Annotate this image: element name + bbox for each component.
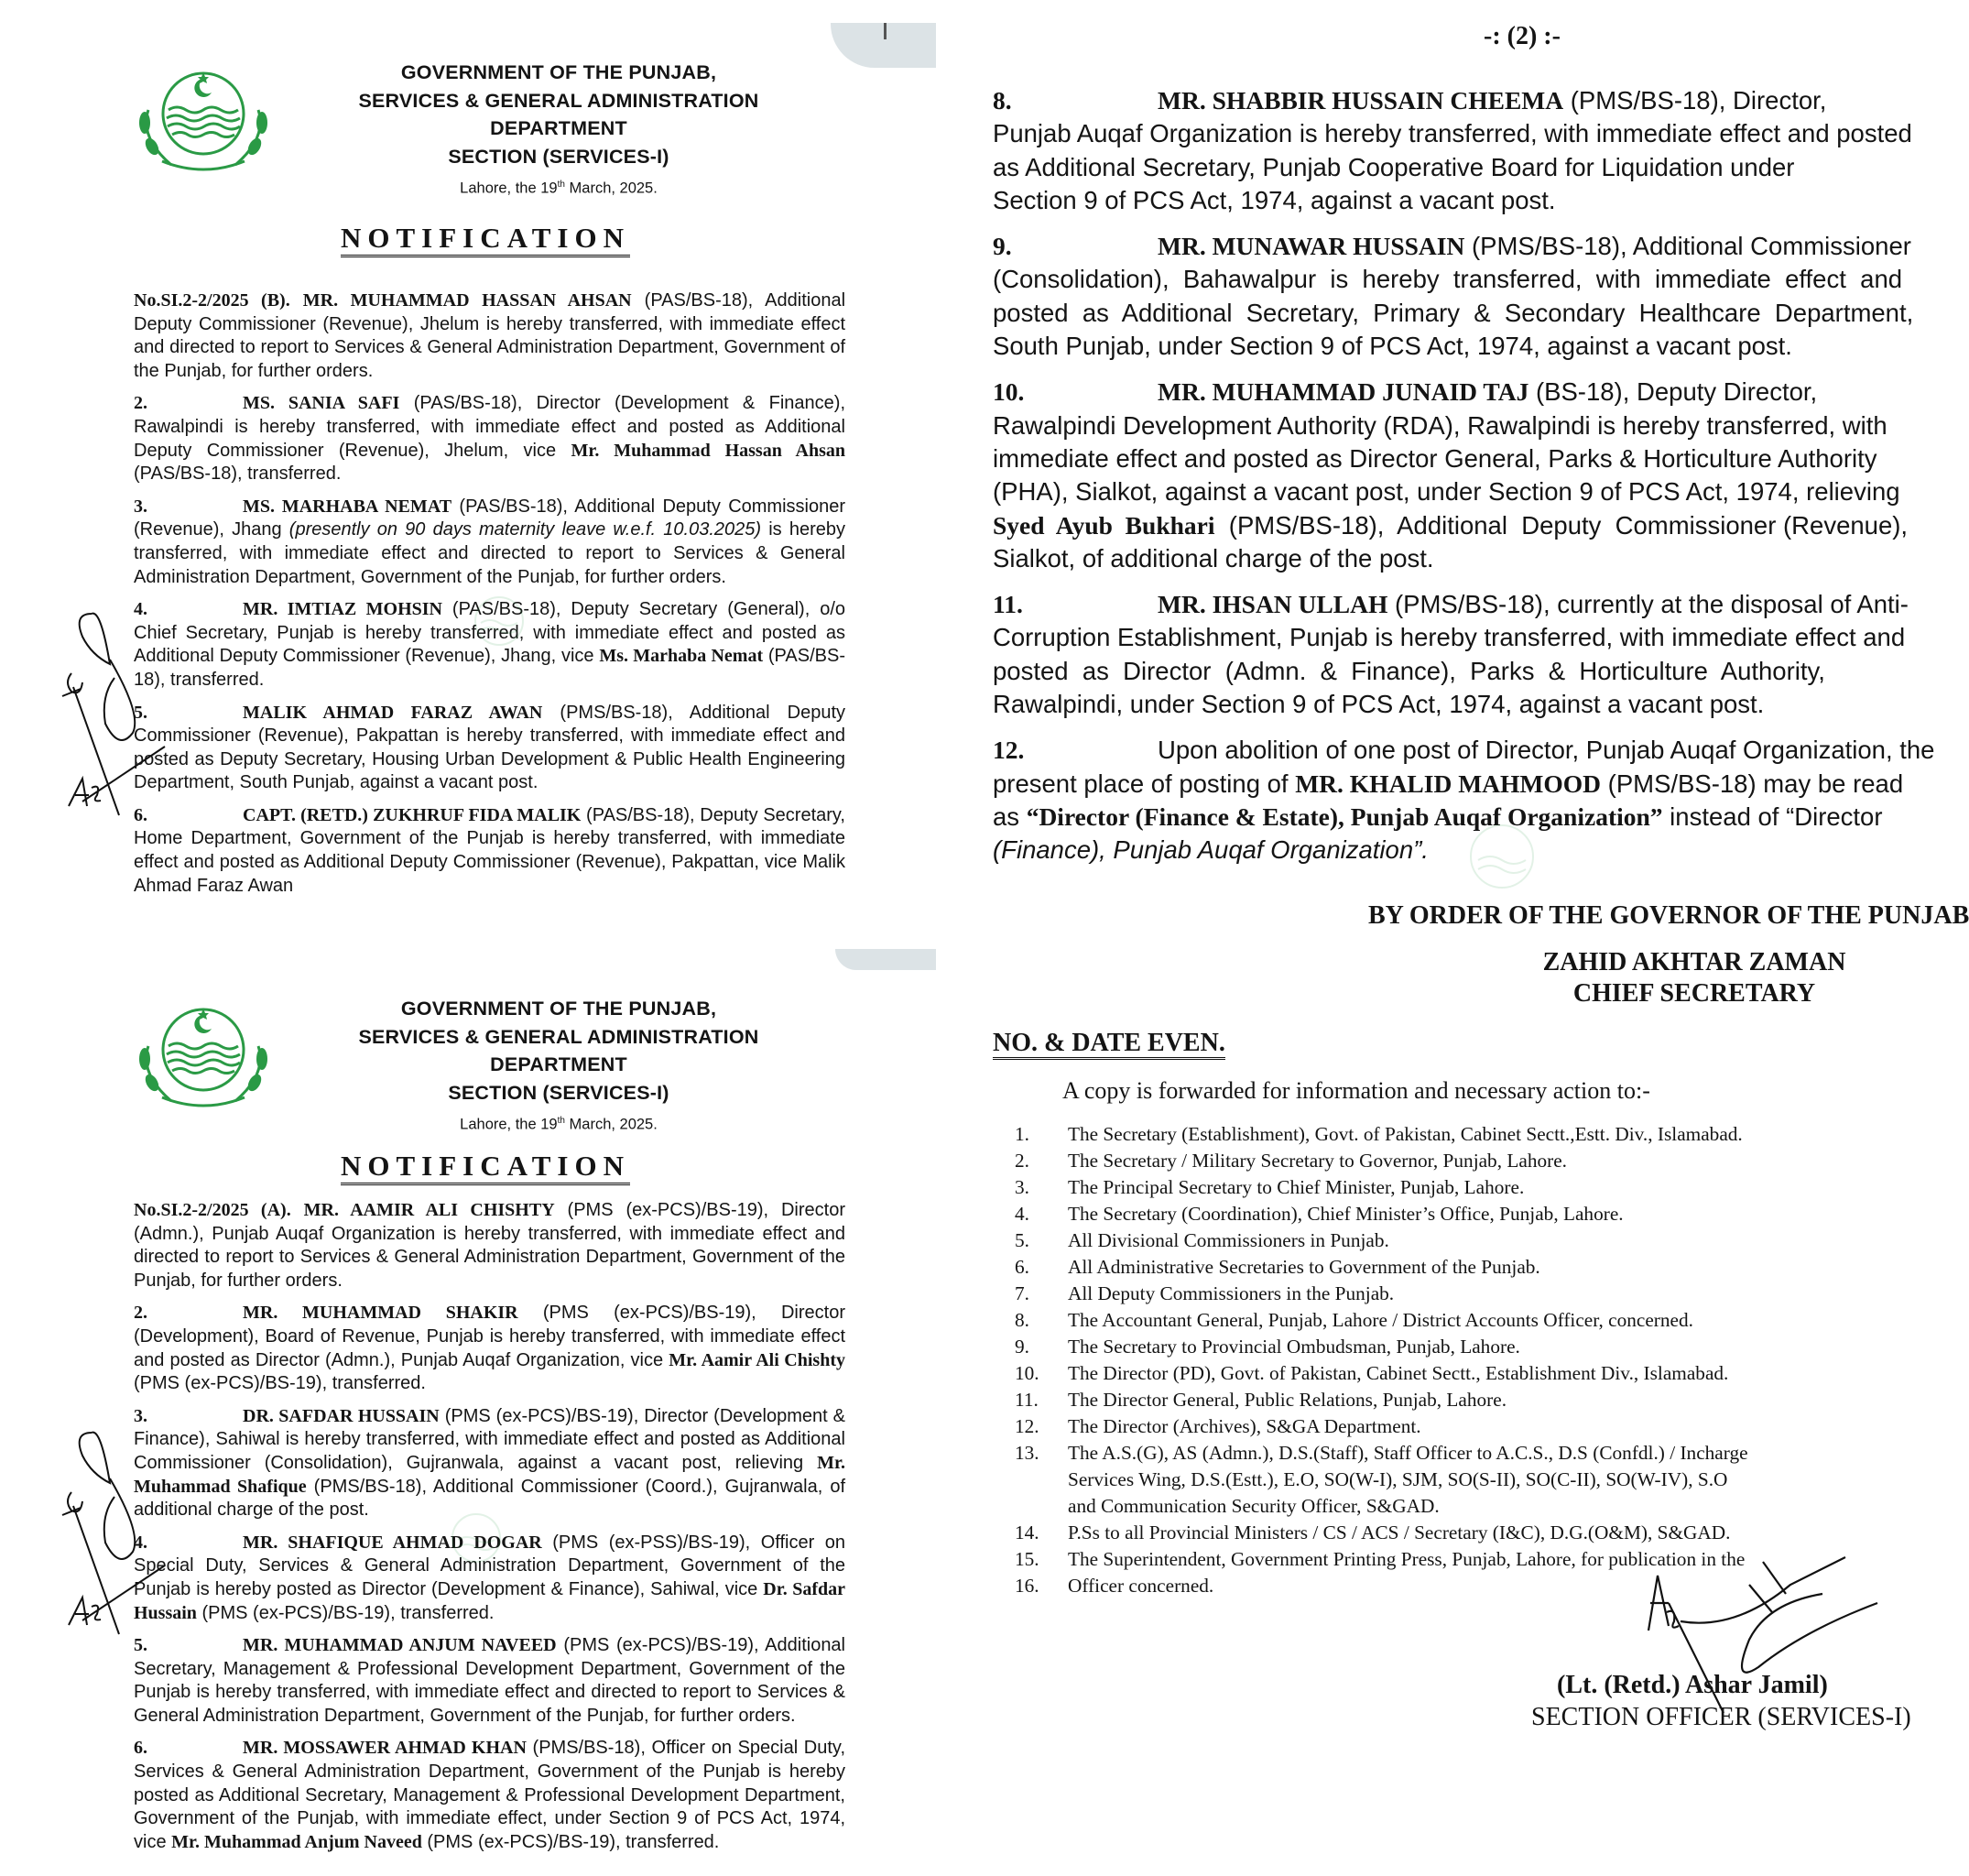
paragraph: 6. CAPT. (RETD.) ZUKHRUF FIDA MALIK (PAS/BS-18), Deputy Secretary, Home Department, Government of the Punjab is hereby transferred, with immediate effect and posted as Additional Deputy Commissioner (Revenue), Pakpattan, vice Malik Ahmad Faraz Awan [134, 804, 845, 896]
header-department: SERVICES & GENERAL ADMINISTRATION [358, 1025, 759, 1048]
body-text: (PMS/BS-18), Additional Deputy Commissioner (Revenue), [1214, 510, 1909, 540]
paragraph: No.SI.2-2/2025 (A). MR. AAMIR ALI CHISHTY (PMS (ex-PCS)/BS-19), Director (Admn.), Punjab Auqaf Organization is hereby transferred, with immediate effect and directed to report to Services & General Administration Department, Government of the Punjab, for further orders. [134, 1200, 845, 1291]
paragraph: 5. MR. MUHAMMAD ANJUM NAVEED (PMS (ex-PCS)/BS-19), Additional Secretary, Management & Professional Development Department, Government of the Punjab is hereby transferred, with immediate effect and directed to report to Services & General Administration Department, Government of the Punjab, for further orders. [134, 1635, 846, 1726]
copy-to-recipient: The Director (PD), Govt. of Pakistan, Cabinet Sectt., Establishment Div., Islamabad. [1068, 1362, 1729, 1384]
copy-to-number: 13. [1015, 1442, 1039, 1464]
copy-to-recipient: Officer concerned. [1068, 1575, 1214, 1597]
paragraph: 5. MALIK AHMAD FARAZ AWAN (PMS/BS-18), Additional Deputy Commissioner (Revenue), Pakpattan is hereby transferred, with immediate effect and posted as Deputy Secretary, Housing Urban Development & Public Health Engineering Department, South Punjab, against a vacant post. [134, 702, 845, 793]
notification-a-page [0, 938, 938, 1876]
copy-to-number: 7. [1015, 1282, 1029, 1304]
paragraph-line [993, 801, 1899, 834]
copy-to-item [1015, 1254, 1894, 1281]
paragraph-line [993, 475, 1899, 508]
body-text: (BS-18), Deputy Director, [1528, 377, 1818, 407]
copy-to-recipient: The Director General, Public Relations, Punjab, Lahore. [1068, 1389, 1507, 1411]
copy-to-item [1015, 1520, 1894, 1546]
person-name: MR. SHABBIR HUSSAIN CHEEMA [1158, 86, 1564, 115]
paragraph-line [993, 734, 1935, 767]
copy-to-item [1015, 1201, 1894, 1227]
copy-to-item [1015, 1227, 1894, 1254]
seal-watermark [449, 1511, 504, 1565]
person-name: Syed Ayub Bukhari [993, 510, 1215, 540]
copy-to-recipient: The A.S.(G), AS (Admn.), D.S.(Staff), Staff Officer to A.C.S., D.S (Confdl.) / Incharge Services Wing, D.S.(Estt.), E.O, SO(W-I), SJM, SO(S-II), SO(C-II), SO(W-IV), S.O and Communication Security Officer, S&GAD. [1068, 1442, 1748, 1517]
body-text: Upon abolition of one post of Director, Punjab Auqaf Organization, the [1158, 736, 1935, 765]
paragraph-9 [993, 230, 1914, 363]
paragraph: 3. MS. MARHABA NEMAT (PAS/BS-18), Additional Deputy Commissioner (Revenue), Jhang (presently on 90 days maternity leave w.e.f. 10.03.2025) is hereby transferred, with immediate effect and directed to report to Services & General Administration Department, Government of the Punjab, for further orders. [134, 496, 846, 587]
person-name: MR. IHSAN ULLAH [1158, 590, 1388, 619]
paragraph-line [993, 151, 1899, 184]
paragraph-line [993, 768, 1904, 801]
page-number: -: (2) :- [1484, 22, 1561, 50]
paragraph-8 [993, 84, 1912, 217]
chief-secretary-name: ZAHID AKHTAR ZAMAN [1542, 948, 1846, 976]
copy-to-item [1015, 1546, 1894, 1573]
chief-secretary-block [1520, 947, 1868, 1009]
copy-to-number: 15. [1015, 1548, 1039, 1570]
paragraph-line [993, 263, 1903, 296]
by-order-line: BY ORDER OF THE GOVERNOR OF THE PUNJAB [1368, 901, 1969, 930]
copy-to-number: 11. [1015, 1389, 1039, 1411]
copy-to-number: 4. [1015, 1203, 1029, 1225]
copy-to-number: 14. [1015, 1522, 1039, 1543]
paragraph-number: 10. [993, 377, 1025, 407]
copy-to-item [1015, 1573, 1894, 1599]
body-text: Rawalpindi Development Authority (RDA), Rawalpindi is hereby transferred, with [993, 410, 1887, 440]
body-text: South Punjab, under Section 9 of PCS Act, 1974, against a vacant post. [993, 332, 1792, 361]
notification-b-page [0, 0, 938, 938]
paragraph-line [993, 588, 1909, 621]
paragraph-line [993, 621, 1906, 654]
paragraph-line [993, 688, 1899, 721]
copy-to-item [1015, 1121, 1894, 1148]
paragraph-line [993, 655, 1899, 688]
body-text: Section 9 of PCS Act, 1974, against a vacant post. [993, 185, 1556, 214]
paragraph-line [993, 409, 1899, 442]
body-text: present place of posting of [993, 769, 1296, 798]
copy-to-recipient: The Secretary / Military Secretary to Governor, Punjab, Lahore. [1068, 1150, 1567, 1172]
body-text: instead of “Director [1662, 802, 1883, 831]
copy-to-item [1015, 1413, 1894, 1440]
copy-to-recipient: P.Ss to all Provincial Ministers / CS / ACS / Secretary (I&C), D.G.(O&M), S&GAD. [1068, 1522, 1731, 1543]
tab-tick [884, 23, 887, 39]
person-name: MR. KHALID MAHMOOD [1295, 769, 1602, 798]
copy-to-number: 2. [1015, 1150, 1029, 1172]
copy-to-number: 10. [1015, 1362, 1039, 1384]
italic-text: (Finance), Punjab Auqaf Organization”. [993, 835, 1429, 865]
copy-to-list [1015, 1121, 1894, 1599]
body-text: Rawalpindi, under Section 9 of PCS Act, 1974, against a vacant post. [993, 690, 1765, 719]
body-text: Corruption Establishment, Punjab is hereby transferred, with immediate effect and [993, 623, 1906, 652]
paragraph: 2. MR. MUHAMMAD SHAKIR (PMS (ex-PCS)/BS-19), Director (Development), Board of Revenue, Punjab is hereby transferred, with immediate effect and posted as Director (Admn.), Punjab Auqaf Organization, vice Mr. Aamir Ali Chishty (PMS (ex-PCS)/BS-19), transferred. [134, 1303, 846, 1394]
section-officer-title: SECTION OFFICER (SERVICES-I) [1531, 1703, 1911, 1731]
copy-to-item [1015, 1174, 1894, 1201]
copy-to-number: 9. [1015, 1336, 1029, 1358]
copy-to-number: 1. [1015, 1123, 1029, 1145]
header-department-2: DEPARTMENT [490, 1053, 627, 1075]
paragraph-line [993, 117, 1912, 150]
paragraph-line [993, 184, 1899, 217]
paragraph-number: 11. [993, 590, 1023, 619]
paragraph-line [993, 297, 1914, 330]
seal-watermark [472, 594, 527, 649]
body-text: immediate effect and posted as Director General, Parks & Horticulture Authority [993, 443, 1877, 473]
copy-to-number: 8. [1015, 1309, 1029, 1331]
paragraph-line [993, 442, 1899, 475]
copy-to-recipient: The Director (Archives), S&GA Department. [1068, 1415, 1421, 1437]
body-text: (PMS/BS-18), Director, [1563, 86, 1827, 115]
copy-to-recipient: All Divisional Commissioners in Punjab. [1068, 1229, 1389, 1251]
header-department: SERVICES & GENERAL ADMINISTRATION [358, 89, 759, 112]
paragraph-12 [993, 734, 1935, 867]
copy-to-recipient: The Superintendent, Government Printing Press, Punjab, Lahore, for publication in the [1068, 1548, 1746, 1570]
paragraph-line [993, 834, 1899, 867]
copy-to-recipient: The Principal Secretary to Chief Minister, Punjab, Lahore. [1068, 1176, 1525, 1198]
paragraph: 4. MR. IMTIAZ MOHSIN (PAS/BS-18), Deputy Secretary (General), o/o Chief Secretary, Punjab is hereby transferred, with immediate effect and posted as Additional Deputy Commissioner (Revenue), Jhang, vice Ms. Marhaba Nemat (PAS/BS-18), transferred. [134, 599, 845, 690]
paragraph-11 [993, 588, 1909, 721]
body-text: Punjab Auqaf Organization is hereby transferred, with immediate effect and posted [993, 119, 1912, 148]
paragraph-line [993, 330, 1899, 363]
person-name: MR. MUHAMMAD JUNAID TAJ [1158, 377, 1529, 407]
copy-to-item [1015, 1387, 1894, 1413]
paragraph-line [993, 509, 1909, 542]
body-text: Sialkot, of additional charge of the post. [993, 543, 1434, 573]
paragraph-number: 9. [993, 232, 1012, 261]
copy-to-number: 5. [1015, 1229, 1029, 1251]
paragraph-10 [993, 376, 1909, 575]
paragraph-line [993, 376, 1899, 409]
copy-to-number: 16. [1015, 1575, 1039, 1597]
punjab-government-seal-icon [130, 1002, 277, 1112]
dateline: Lahore, the 19th March, 2025. [460, 1116, 658, 1133]
copy-to-recipient: All Deputy Commissioners in the Punjab. [1068, 1282, 1395, 1304]
paragraph-number: 12. [993, 736, 1025, 765]
copy-to-item [1015, 1307, 1894, 1334]
copy-to-recipient: All Administrative Secretaries to Government of the Punjab. [1068, 1256, 1540, 1278]
forwarded-line: A copy is forwarded for information and necessary action to:- [1062, 1077, 1650, 1104]
paragraph: No.SI.2-2/2025 (B). MR. MUHAMMAD HASSAN AHSAN (PAS/BS-18), Additional Deputy Commissioner (Revenue), Jhelum is hereby transferred, with immediate effect and directed to report to Services & General Administration Department, Government of the Punjab, for further orders. [134, 290, 846, 381]
header-government: GOVERNMENT OF THE PUNJAB, [400, 61, 717, 83]
header-department-2: DEPARTMENT [490, 117, 627, 139]
copy-to-item [1015, 1360, 1894, 1387]
body-text: (Consolidation), Bahawalpur is hereby transferred, with immediate effect and [993, 265, 1903, 294]
page-two-body [993, 84, 1935, 880]
body-text: as [993, 802, 1027, 831]
copy-to-number: 6. [1015, 1256, 1029, 1278]
body-text: posted as Director (Admn. & Finance), Parks & Horticulture Authority, [993, 656, 1825, 685]
header-government: GOVERNMENT OF THE PUNJAB, [400, 998, 717, 1020]
paragraph-line [993, 230, 1911, 263]
copy-to-item [1015, 1281, 1894, 1307]
body-text: (PMS/BS-18) may be read [1601, 769, 1904, 798]
copy-to-number: 12. [1015, 1415, 1039, 1437]
chief-secretary-title: CHIEF SECRETARY [1572, 979, 1816, 1008]
copy-to-recipient: The Secretary (Coordination), Chief Minister’s Office, Punjab, Lahore. [1068, 1203, 1624, 1225]
paragraph: 2. MS. SANIA SAFI (PAS/BS-18), Director (Development & Finance), Rawalpindi is hereby transferred, with immediate effect and posted as Additional Deputy Commissioner (Revenue), Jhelum, vice Mr. Muhammad Hassan Ahsan (PAS/BS-18), transferred. [134, 393, 845, 485]
section-officer-name: (Lt. (Retd.) Ashar Jamil) [1557, 1671, 1828, 1699]
copy-to-recipient: The Secretary (Establishment), Govt. of Pakistan, Cabinet Sectt.,Estt. Div., Islamabad. [1068, 1123, 1743, 1145]
body-text: (PMS/BS-18), currently at the disposal of Anti- [1387, 590, 1909, 619]
body-text: as Additional Secretary, Punjab Cooperative Board for Liquidation under [993, 152, 1795, 181]
page-tab-indicator [835, 949, 936, 970]
copy-to-number: 3. [1015, 1176, 1029, 1198]
section-officer-block [1531, 1669, 1911, 1733]
paragraph-line [993, 542, 1899, 575]
paragraph: 3. DR. SAFDAR HUSSAIN (PMS (ex-PCS)/BS-19), Director (Development & Finance), Sahiwal is hereby transferred, with immediate effect and posted as Additional Commissioner (Consolidation), Gujranwala, against a vacant post, relieving Mr. Muhammad Shafique (PMS/BS-18), Additional Commissioner (Coord.), Gujranwala, of additional charge of the post. [134, 1405, 845, 1521]
body-text: (PMS/BS-18), Additional Commissioner [1464, 232, 1911, 261]
seal-watermark [1465, 820, 1539, 893]
copy-to-recipient: The Accountant General, Punjab, Lahore / District Accounts Officer, concerned. [1068, 1309, 1693, 1331]
person-name: “Director (Finance & Estate), Punjab Auqaf Organization” [1026, 802, 1663, 831]
paragraph: 6. MR. MOSSAWER AHMAD KHAN (PMS/BS-18), Officer on Special Duty, Services & General Administration Department, Government of the Punjab is hereby posted as Additional Secretary, Management & Professional Development Department, Government of the Punjab, with immediate effect, under Section 9 of PCS Act, 1974, vice Mr. Muhammad Anjum Naveed (PMS (ex-PCS)/BS-19), transferred. [134, 1738, 846, 1852]
body-text: posted as Additional Secretary, Primary & Secondary Healthcare Department, [993, 298, 1914, 327]
notification-heading: NOTIFICATION [341, 1151, 630, 1185]
copy-to-item [1015, 1334, 1894, 1360]
person-name: MR. MUNAWAR HUSSAIN [1158, 232, 1465, 261]
body-text: (PHA), Sialkot, against a vacant post, under Section 9 of PCS Act, 1974, relieving [993, 477, 1900, 507]
punjab-government-seal-icon [130, 66, 277, 176]
page-tab-indicator [831, 23, 936, 68]
copy-to-item [1015, 1440, 1894, 1520]
paragraph: 4. MR. SHAFIQUE AHMAD DOGAR (PMS (ex-PSS)/BS-19), Officer on Special Duty, Services & General Administration Department, Government of the Punjab is hereby posted as Director (Development & Finance), Sahiwal, vice Dr. Safdar Hussain (PMS (ex-PCS)/BS-19), transferred. [134, 1532, 846, 1623]
dateline: Lahore, the 19th March, 2025. [460, 180, 658, 197]
paragraph-number: 8. [993, 86, 1012, 115]
paragraph-line [993, 84, 1899, 117]
no-date-even: NO. & DATE EVEN. [993, 1030, 1225, 1060]
notification-heading: NOTIFICATION [341, 223, 630, 257]
header-section: SECTION (SERVICES-I) [448, 145, 669, 168]
copy-to-item [1015, 1148, 1894, 1174]
header-section: SECTION (SERVICES-I) [448, 1081, 669, 1104]
copy-to-recipient: The Secretary to Provincial Ombudsman, Punjab, Lahore. [1068, 1336, 1520, 1358]
